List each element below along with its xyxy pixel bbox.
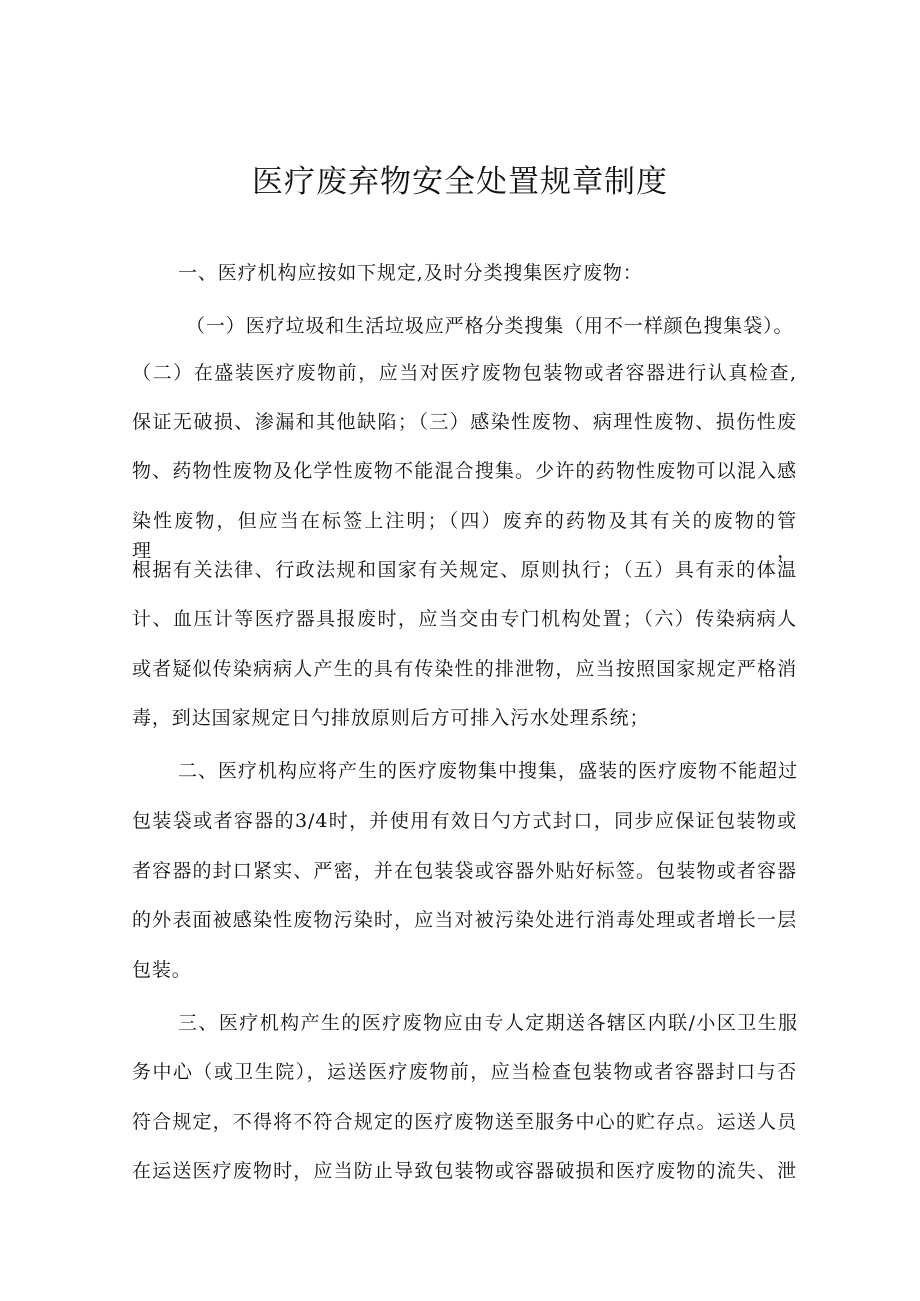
paragraph-line: 计、血压计等医疗器具报废时，应当交由专门机构处置；（六）传染病病人 <box>132 608 797 630</box>
paragraph-line: 毒，到达国家规定日勺排放原则后方可排入污水处理系统； <box>132 707 650 729</box>
paragraph-line: 或者疑似传染病病人产生的具有传染性的排泄物，应当按照国家规定严格消 <box>132 658 797 680</box>
paragraph-line: 物、药物性废物及化学性废物不能混合搜集。少许的药物性废物可以混入感 <box>132 460 797 482</box>
paragraph-line: （二）在盛装医疗废物前，应当对医疗废物包装物或者容器进行认真检查, <box>132 362 797 384</box>
paragraph-line: （一）医疗垃圾和生活垃圾应严格分类搜集（用不一样颜色搜集袋）。 <box>186 315 794 337</box>
paragraph-line: 者容器的封口紧实、严密，并在包装袋或容器外贴好标签。包装物或者容器 <box>132 860 797 882</box>
section-3-line: 三、医疗机构产生的医疗废物应由专人定期送各辖区内联/小区卫生服 <box>178 1012 798 1034</box>
section-2-line: 二、医疗机构应将产生的医疗废物集中搜集，盛装的医疗废物不能超过 <box>178 760 798 782</box>
paragraph-line: 符合规定，不得将不符合规定的医疗废物送至服务中心的贮存点。运送人员 <box>132 1111 797 1133</box>
document-title: 医疗废弃物安全处置规章制度 <box>252 164 668 200</box>
paragraph-line: 务中心（或卫生院），运送医疗废物前，应当检查包装物或者容器封口与否 <box>132 1061 797 1083</box>
paragraph-line: 保证无破损、渗漏和其他缺陷；（三）感染性废物、病理性废物、损伤性废 <box>132 411 797 433</box>
paragraph-line: 包装袋或者容器的3/4时，并使用有效日勺方式封口，同步应保证包装物或 <box>132 810 797 832</box>
paragraph-line: 包装。 <box>132 959 192 981</box>
paragraph-line: 的外表面被感染性废物污染时，应当对被污染处进行消毒处理或者增长一层 <box>132 909 797 931</box>
section-1-heading: 一、医疗机构应按如下规定,及时分类搜集医疗废物： <box>178 262 643 284</box>
paragraph-line: 染性废物，但应当在标签上注明；（四）废弃的药物及其有关的废物的管理， <box>132 510 797 562</box>
paragraph-line: 根据有关法律、行政法规和国家有关规定、原则执行；（五）具有汞的体温 <box>132 559 797 581</box>
paragraph-line: 在运送医疗废物时，应当防止导致包装物或容器破损和医疗废物的流失、泄 <box>132 1160 797 1182</box>
